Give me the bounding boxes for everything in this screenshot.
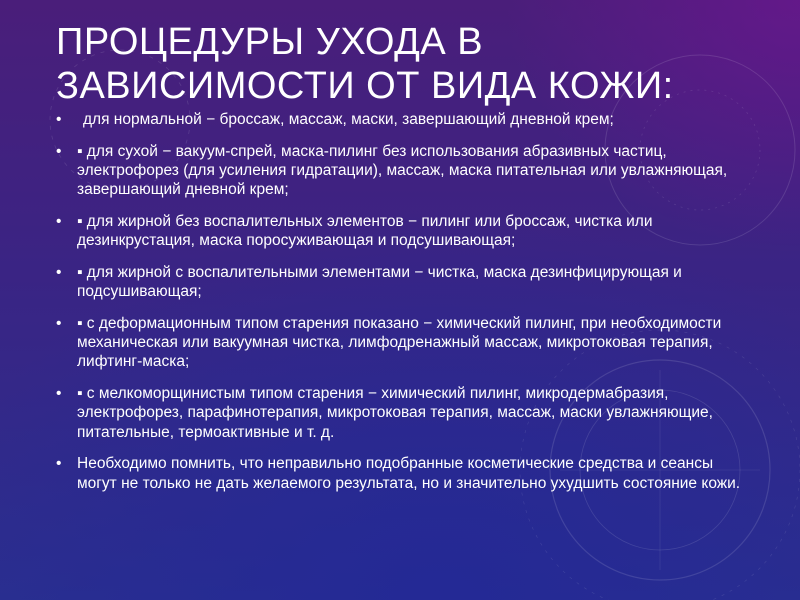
list-item-text: Необходимо помнить, что неправильно подобранные косметические средства и сеансы могут не только не дать желаемого результата, но и значительно ухудшить состояние кожи. xyxy=(77,455,741,492)
list-item-text: ▪ с деформационным типом старения показано − химический пилинг, при необходимости механическая или вакуумная чистка, лимфодренажный массаж, микротоковая терапия, лифтинг-маска; xyxy=(77,315,722,371)
bullet-marker: • xyxy=(56,455,62,473)
bullet-marker: • xyxy=(56,213,62,230)
bullet-marker: • xyxy=(56,111,62,128)
list-item xyxy=(56,110,756,129)
bullet-marker: • xyxy=(56,385,62,403)
list-item xyxy=(56,314,756,372)
list-item xyxy=(56,142,756,200)
slide-title: ПРОЦЕДУРЫ УХОДА В ЗАВИСИМОСТИ ОТ ВИДА КОЖИ: xyxy=(56,21,674,107)
list-item xyxy=(56,263,756,301)
list-item-text: ▪ для жирной с воспалительными элементами − чистка, маска дезинфицирующая и подсушивающая; xyxy=(77,264,682,301)
bullet-marker: • xyxy=(56,142,62,160)
list-item-text: ▪ для сухой − вакуум-спрей, маска-пилинг без использования абразивных частиц, электрофорез (для усиления гидратации), массаж, маска питательная или увлажняющая, завершающий дневной крем; xyxy=(77,142,728,199)
list-item-text: для нормальной − броссаж, массаж, маски, завершающий дневной крем; xyxy=(83,111,614,128)
bullet-marker: • xyxy=(56,264,62,281)
bullet-marker: • xyxy=(56,315,62,332)
list-item-text: ▪ с мелкоморщинистым типом старения − химический пилинг, микродермабразия, электрофорез, парафинотерапия, микротоковая терапия, массаж, маски увлажняющие, питательные, термоактивные и т. д. xyxy=(77,385,713,441)
list-item xyxy=(56,212,756,250)
list-item xyxy=(56,454,756,492)
list-item xyxy=(56,384,756,442)
bullet-list xyxy=(56,110,756,505)
list-item-text: ▪ для жирной без воспалительных элементов − пилинг или броссаж, чистка или дезинкрустация, маска поросуживающая и подсушивающая; xyxy=(77,213,653,250)
